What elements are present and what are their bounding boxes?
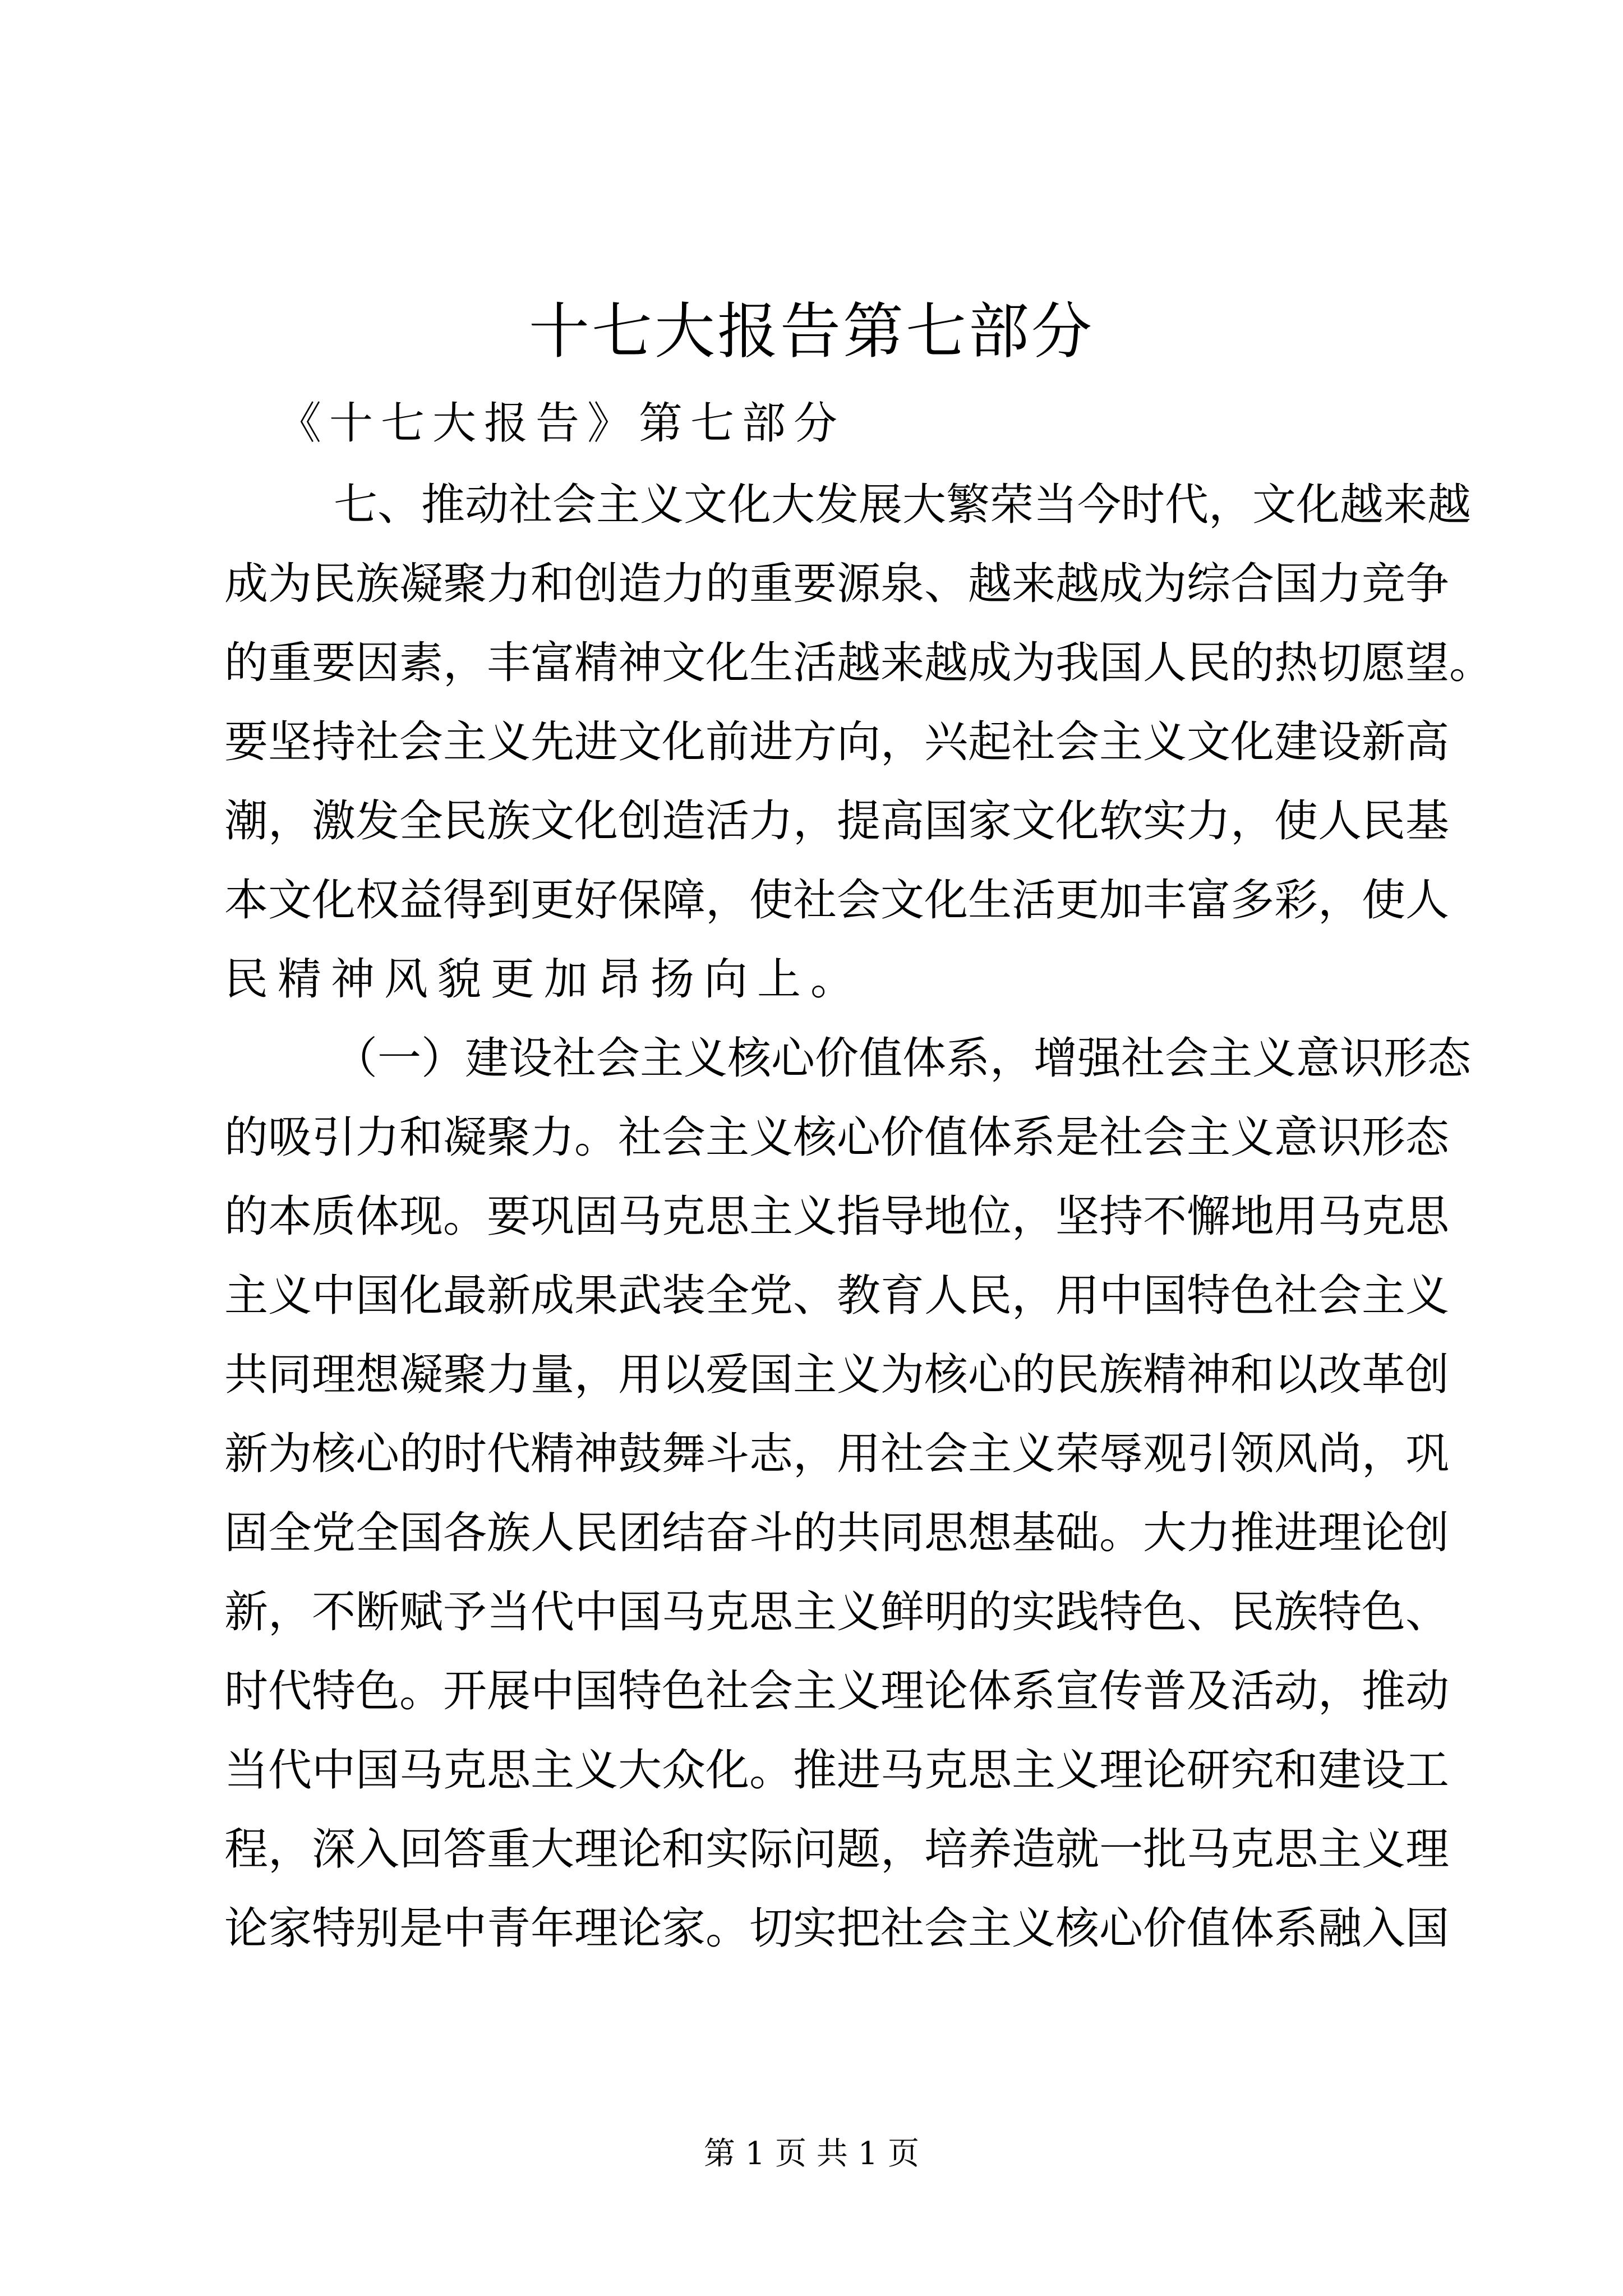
paragraph-2-line: 新，不断赋予当代中国马克思主义鲜明的实践特色、民族特色、	[224, 1587, 1450, 1637]
paragraph-1-line: 要坚持社会主义先进文化前进方向，兴起社会主义文化建设新高	[224, 717, 1450, 767]
paragraph-1-line: 潮，激发全民族文化创造活力，提高国家文化软实力，使人民基	[224, 796, 1450, 846]
paragraph-1-line: 本文化权益得到更好保障，使社会文化生活更加丰富多彩，使人	[224, 875, 1450, 926]
paragraph-2-line: 论家特别是中青年理论家。切实把社会主义核心价值体系融入国	[224, 1903, 1450, 1954]
paragraph-2-line: 当代中国马克思主义大众化。推进马克思主义理论研究和建设工	[224, 1745, 1450, 1796]
document-subtitle: 《十七大报告》第七部分	[278, 398, 846, 449]
paragraph-2-line: 程，深入回答重大理论和实际问题，培养造就一批马克思主义理	[224, 1824, 1450, 1875]
paragraph-2-line: （一）建设社会主义核心价值体系，增强社会主义意识形态	[334, 1033, 1472, 1084]
paragraph-2-line: 新为核心的时代精神鼓舞斗志，用社会主义荣辱观引领风尚，巩	[224, 1429, 1450, 1479]
paragraph-2-line: 主义中国化最新成果武装全党、教育人民，用中国特色社会主义	[224, 1271, 1450, 1321]
paragraph-2-line: 的本质体现。要巩固马克思主义指导地位，坚持不懈地用马克思	[224, 1191, 1450, 1242]
page-indicator: 第 1 页 共 1 页	[703, 2136, 920, 2172]
paragraph-1-line: 民精神风貌更加昂扬向上。	[224, 954, 864, 1005]
paragraph-2-line: 的吸引力和凝聚力。社会主义核心价值体系是社会主义意识形态	[224, 1112, 1450, 1163]
document-body	[224, 466, 1493, 1968]
paragraph-2-line: 时代特色。开展中国特色社会主义理论体系宣传普及活动，推动	[224, 1666, 1450, 1717]
document-title: 十七大报告第七部分	[528, 297, 1094, 367]
paragraph-2-line: 共同理想凝聚力量，用以爱国主义为核心的民族精神和以改革创	[224, 1350, 1450, 1400]
paragraph-1-line: 成为民族凝聚力和创造力的重要源泉、越来越成为综合国力竞争	[224, 559, 1450, 609]
paragraph-1-line: 七、推动社会主义文化大发展大繁荣当今时代，文化越来越	[334, 480, 1472, 530]
paragraph-1-line: 的重要因素，丰富精神文化生活越来越成为我国人民的热切愿望。	[224, 638, 1493, 688]
paragraph-2-line: 固全党全国各族人民团结奋斗的共同思想基础。大力推进理论创	[224, 1508, 1450, 1558]
